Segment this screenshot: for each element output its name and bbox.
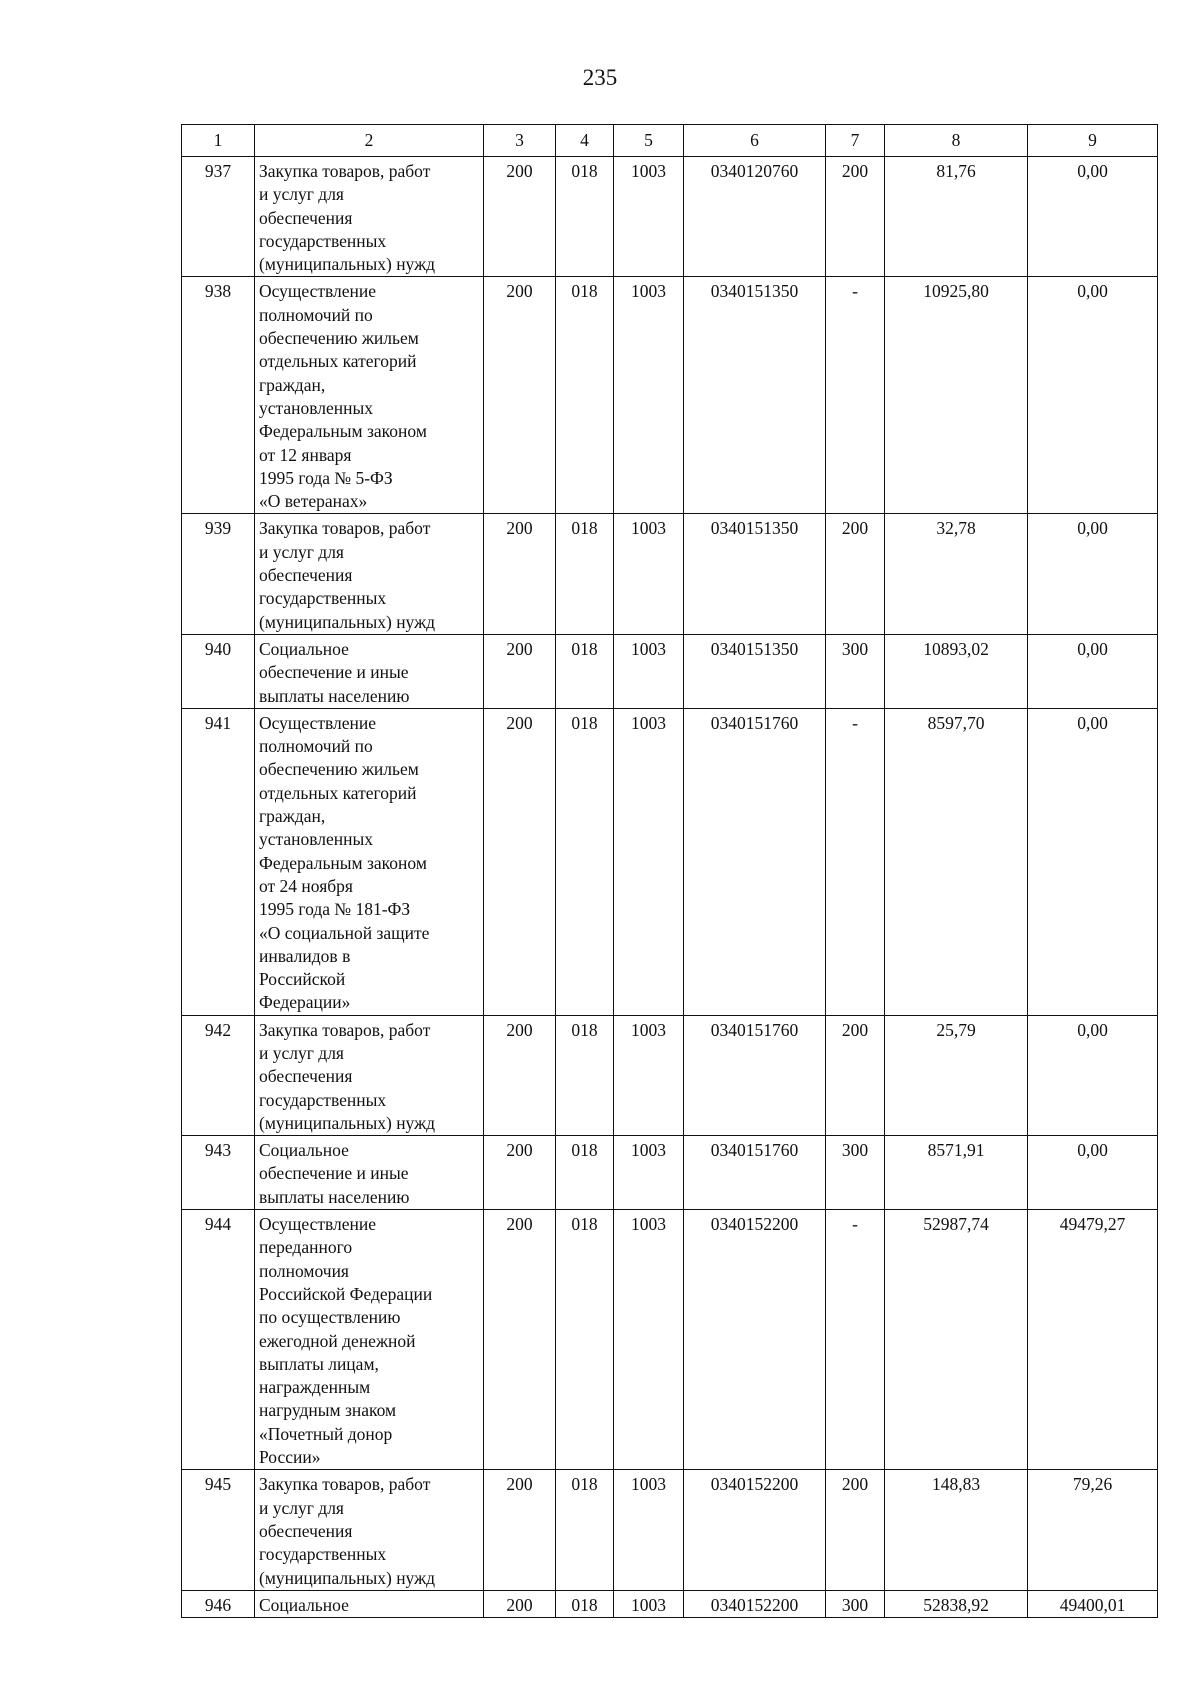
column-6-cell: 0340152200	[684, 1590, 826, 1617]
budget-table	[181, 124, 1158, 1618]
column-3-cell: 200	[484, 1470, 556, 1590]
row-name-line: (муниципальных) нужд	[259, 254, 436, 275]
row-name-line: ежегодной денежной	[259, 1330, 416, 1351]
row-name-line: Социальное	[259, 1140, 349, 1161]
column-3-cell: 200	[484, 514, 556, 634]
table-row	[182, 1136, 1158, 1210]
column-8-cell: 52838,92	[885, 1590, 1028, 1617]
row-name-line: награжденным	[259, 1377, 371, 1398]
table-row	[182, 1590, 1158, 1617]
column-4-cell: 018	[556, 1210, 614, 1470]
column-4-cell: 018	[556, 1470, 614, 1590]
column-9-cell: 0,00	[1028, 1015, 1158, 1135]
column-header-9: 9	[1028, 125, 1158, 157]
column-5-cell: 1003	[614, 1470, 684, 1590]
row-number-cell: 943	[182, 1136, 255, 1210]
column-9-cell: 0,00	[1028, 708, 1158, 1015]
row-name-line: полномочий по	[259, 304, 373, 325]
row-number-cell: 937	[182, 157, 255, 277]
column-3-cell: 200	[484, 1590, 556, 1617]
column-8-cell: 52987,74	[885, 1210, 1028, 1470]
row-name-line: установленных	[259, 397, 374, 418]
row-name-line: отдельных категорий	[259, 351, 417, 372]
row-name-line: обеспечения	[259, 565, 353, 586]
column-5-cell: 1003	[614, 1015, 684, 1135]
column-4-cell: 018	[556, 1136, 614, 1210]
row-name-line: обеспечению жильем	[259, 759, 419, 780]
row-name-line: и услуг для	[259, 1497, 344, 1518]
column-9-cell: 49400,01	[1028, 1590, 1158, 1617]
column-6-cell: 0340151760	[684, 1136, 826, 1210]
column-4-cell: 018	[556, 634, 614, 708]
row-number-cell: 942	[182, 1015, 255, 1135]
row-name-line: выплаты населению	[259, 685, 410, 706]
column-8-cell: 148,83	[885, 1470, 1028, 1590]
column-6-cell: 0340151350	[684, 514, 826, 634]
column-7-cell: 200	[826, 1470, 885, 1590]
row-name-line: (муниципальных) нужд	[259, 1567, 436, 1588]
column-3-cell: 200	[484, 708, 556, 1015]
row-name-cell	[255, 708, 484, 1015]
table-row	[182, 1470, 1158, 1590]
row-name-line: 1995 года № 181-ФЗ	[259, 899, 411, 920]
column-6-cell: 0340151350	[684, 277, 826, 514]
row-number-cell: 938	[182, 277, 255, 514]
column-6-cell: 0340151350	[684, 634, 826, 708]
column-5-cell: 1003	[614, 1590, 684, 1617]
table-row	[182, 157, 1158, 277]
row-name-line: и услуг для	[259, 541, 344, 562]
row-name-line: Федеральным законом	[259, 421, 427, 442]
header-row	[182, 125, 1158, 157]
row-name-line: от 24 ноября	[259, 875, 353, 896]
column-8-cell: 8571,91	[885, 1136, 1028, 1210]
column-7-cell: -	[826, 1210, 885, 1470]
row-name-line: Федерации»	[259, 992, 351, 1013]
row-number-cell: 944	[182, 1210, 255, 1470]
row-name-line: (муниципальных) нужд	[259, 1112, 436, 1133]
row-name-line: «О социальной защите	[259, 922, 430, 943]
row-name-line: Осуществление	[259, 1214, 377, 1235]
column-5-cell: 1003	[614, 708, 684, 1015]
column-4-cell: 018	[556, 157, 614, 277]
column-9-cell: 49479,27	[1028, 1210, 1158, 1470]
row-name-line: государственных	[259, 1544, 387, 1565]
column-header-5: 5	[614, 125, 684, 157]
column-6-cell: 0340152200	[684, 1470, 826, 1590]
row-name-line: обеспечение и иные	[259, 662, 409, 683]
row-name-line: Закупка товаров, работ	[259, 1019, 431, 1040]
row-name-cell	[255, 277, 484, 514]
table-row	[182, 277, 1158, 514]
row-name-line: государственных	[259, 588, 387, 609]
row-name-line: 1995 года № 5-ФЗ	[259, 467, 393, 488]
column-3-cell: 200	[484, 277, 556, 514]
row-name-line: установленных	[259, 829, 374, 850]
table-body	[182, 157, 1158, 1618]
row-name-line: граждан,	[259, 374, 326, 395]
row-name-line: России»	[259, 1447, 321, 1468]
column-7-cell: 200	[826, 157, 885, 277]
column-5-cell: 1003	[614, 634, 684, 708]
column-6-cell: 0340151760	[684, 1015, 826, 1135]
row-name-line: полномочий по	[259, 736, 373, 757]
row-name-line: «О ветеранах»	[259, 491, 368, 512]
column-6-cell: 0340151760	[684, 708, 826, 1015]
column-6-cell: 0340120760	[684, 157, 826, 277]
row-name-line: обеспечения	[259, 1520, 353, 1541]
column-5-cell: 1003	[614, 157, 684, 277]
row-name-line: и услуг для	[259, 1042, 344, 1063]
column-8-cell: 10925,80	[885, 277, 1028, 514]
table-header	[182, 125, 1158, 157]
column-7-cell: 200	[826, 514, 885, 634]
column-5-cell: 1003	[614, 1210, 684, 1470]
column-4-cell: 018	[556, 514, 614, 634]
column-header-6: 6	[684, 125, 826, 157]
row-name-cell	[255, 634, 484, 708]
table-row	[182, 1015, 1158, 1135]
row-name-line: Осуществление	[259, 712, 377, 733]
column-7-cell: 300	[826, 634, 885, 708]
row-name-line: Социальное	[259, 1594, 349, 1615]
column-3-cell: 200	[484, 1136, 556, 1210]
column-3-cell: 200	[484, 634, 556, 708]
row-name-line: обеспечения	[259, 1066, 353, 1087]
column-4-cell: 018	[556, 1590, 614, 1617]
row-name-line: обеспечения	[259, 207, 353, 228]
row-name-cell	[255, 1136, 484, 1210]
row-name-line: граждан,	[259, 806, 326, 827]
column-3-cell: 200	[484, 157, 556, 277]
row-number-cell: 939	[182, 514, 255, 634]
table-row	[182, 1210, 1158, 1470]
row-name-cell	[255, 157, 484, 277]
column-4-cell: 018	[556, 1015, 614, 1135]
row-name-line: Закупка товаров, работ	[259, 518, 431, 539]
row-name-line: Социальное	[259, 638, 349, 659]
row-name-cell	[255, 1015, 484, 1135]
column-header-1: 1	[182, 125, 255, 157]
row-name-line: Российской Федерации	[259, 1283, 433, 1304]
row-name-line: нагрудным знаком	[259, 1400, 397, 1421]
column-header-4: 4	[556, 125, 614, 157]
column-header-2: 2	[255, 125, 484, 157]
row-name-line: (муниципальных) нужд	[259, 611, 436, 632]
column-header-8: 8	[885, 125, 1028, 157]
column-8-cell: 32,78	[885, 514, 1028, 634]
row-number-cell: 946	[182, 1590, 255, 1617]
row-name-line: Осуществление	[259, 281, 377, 302]
row-name-line: Российской	[259, 969, 346, 990]
row-name-line: обеспечению жильем	[259, 328, 419, 349]
row-name-line: «Почетный донор	[259, 1423, 393, 1444]
column-8-cell: 10893,02	[885, 634, 1028, 708]
row-name-cell	[255, 1210, 484, 1470]
column-7-cell: -	[826, 277, 885, 514]
column-3-cell: 200	[484, 1210, 556, 1470]
row-name-line: выплаты населению	[259, 1186, 410, 1207]
column-3-cell: 200	[484, 1015, 556, 1135]
row-number-cell: 945	[182, 1470, 255, 1590]
column-7-cell: 200	[826, 1015, 885, 1135]
column-8-cell: 8597,70	[885, 708, 1028, 1015]
row-name-line: выплаты лицам,	[259, 1353, 379, 1374]
column-5-cell: 1003	[614, 1136, 684, 1210]
column-8-cell: 81,76	[885, 157, 1028, 277]
column-9-cell: 0,00	[1028, 1136, 1158, 1210]
column-5-cell: 1003	[614, 514, 684, 634]
column-5-cell: 1003	[614, 277, 684, 514]
page-number: 235	[582, 65, 618, 90]
row-name-line: по осуществлению	[259, 1307, 401, 1328]
row-name-line: Закупка товаров, работ	[259, 1474, 431, 1495]
row-name-line: от 12 января	[259, 444, 352, 465]
column-4-cell: 018	[556, 277, 614, 514]
column-7-cell: -	[826, 708, 885, 1015]
row-number-cell: 941	[182, 708, 255, 1015]
row-name-cell	[255, 1470, 484, 1590]
column-header-3: 3	[484, 125, 556, 157]
column-header-7: 7	[826, 125, 885, 157]
column-7-cell: 300	[826, 1590, 885, 1617]
table-row	[182, 634, 1158, 708]
row-name-line: государственных	[259, 1089, 387, 1110]
row-name-cell	[255, 514, 484, 634]
table-row	[182, 708, 1158, 1015]
column-6-cell: 0340152200	[684, 1210, 826, 1470]
table-row	[182, 514, 1158, 634]
column-9-cell: 0,00	[1028, 634, 1158, 708]
row-name-line: и услуг для	[259, 184, 344, 205]
row-name-line: отдельных категорий	[259, 782, 417, 803]
column-8-cell: 25,79	[885, 1015, 1028, 1135]
row-name-line: инвалидов в	[259, 945, 351, 966]
row-name-line: обеспечение и иные	[259, 1163, 409, 1184]
row-name-line: Закупка товаров, работ	[259, 161, 431, 181]
row-name-line: переданного	[259, 1237, 353, 1258]
column-9-cell: 0,00	[1028, 157, 1158, 277]
column-7-cell: 300	[826, 1136, 885, 1210]
column-9-cell: 0,00	[1028, 514, 1158, 634]
column-4-cell: 018	[556, 708, 614, 1015]
row-name-line: Федеральным законом	[259, 852, 427, 873]
row-name-line: полномочия	[259, 1260, 349, 1281]
row-number-cell: 940	[182, 634, 255, 708]
row-name-line: государственных	[259, 230, 387, 251]
column-9-cell: 79,26	[1028, 1470, 1158, 1590]
row-name-cell	[255, 1590, 484, 1617]
column-9-cell: 0,00	[1028, 277, 1158, 514]
